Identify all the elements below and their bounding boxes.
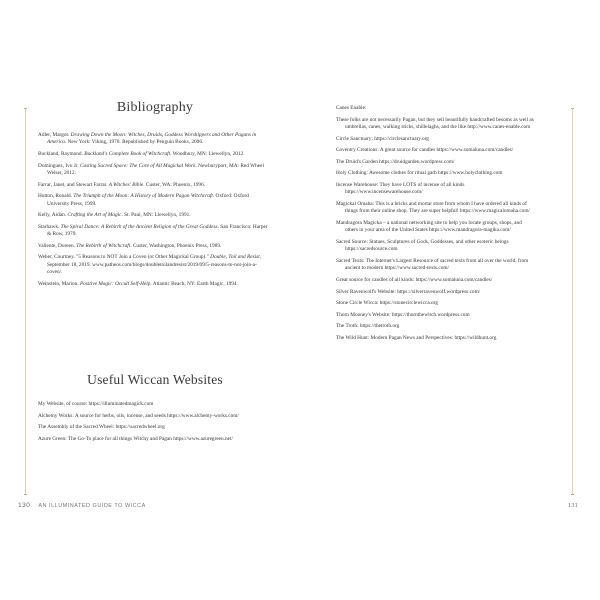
page-number: 130 bbox=[18, 502, 31, 509]
website-entry: My Website, of course: https://illuminatedmagick.com bbox=[38, 401, 154, 407]
website-entry: Alchemy Works: A source for herbs, oils, incense, and seeds https://www.alchemy-works.com/ bbox=[38, 412, 239, 419]
rule-cap-top bbox=[24, 108, 27, 109]
bibliography-entry: Weinstein, Marion. Positive Magic: Occult Self-Help. Atlantic Beach, NY: Earth Magic, 1994. bbox=[38, 280, 238, 287]
websites-list-continued bbox=[336, 105, 536, 347]
bibliography-entry: Weber, Courtney. "5 Reasons to NOT Join a Coven (or Other Magickal Group)." Double, Toil and Resist, September 18, 2019. www.patheos.com/blogs/doubletoilandresist/2019/09/5-reasons-to-not-join-a-coven/. bbox=[38, 254, 261, 276]
bibliography-entry: Starhawk. The Spiral Dance: A Rebirth of the Ancient Religion of the Great Goddess. San Francisco: Harper & Row, 1979. bbox=[38, 223, 268, 238]
website-entry: Mandragora Magicka – a national networking site to help you locate groups, shops, and others in your area of the United States https://www.mandragora-magika.com/ bbox=[336, 219, 522, 234]
website-entry: The Wild Hunt: Modern Pagan News and Perspectives: https://wildhunt.org bbox=[336, 334, 497, 341]
website-entry: Sacred Texts: The Internet's Largest Resource of sacred texts from all over the world, from ancient to modern https://www.sacred-texts.com/ bbox=[336, 257, 529, 272]
bibliography-list bbox=[38, 132, 270, 292]
right-page bbox=[300, 0, 600, 600]
website-entry: The Druid's Garden https://druidgarden.wordpress.com/ bbox=[336, 158, 455, 165]
website-entry: Magickal Omaha: This is a bricks and mortar store from whom I have ordered all kinds of things from their online shop. They are super helpful! https://www.magicalomaha.com/ bbox=[336, 200, 530, 215]
website-entry: Coventry Creations: A great source for candles https://www.somaluna.com/candles/ bbox=[336, 147, 514, 154]
website-entry: Thorn Mooney's Website: https://thornthewitch.wordpress.com bbox=[336, 311, 470, 318]
bibliography-entry: Dominguez, Ivo Jr. Casting Sacred Space: The Core of All Magickal Work. Newburyport, MA: Red Wheel Weiser, 2012. bbox=[38, 162, 264, 176]
website-entry: Azure Green: The Go-To place for all things Witchy and Pagan https://www.azuregreen.net/ bbox=[38, 435, 233, 442]
websites-heading: Useful Wiccan Websites bbox=[87, 372, 223, 387]
running-title: AN ILLUMINATED GUIDE TO WICCA bbox=[38, 503, 146, 509]
page-margin-rule bbox=[25, 108, 26, 495]
rule-cap-bottom bbox=[571, 494, 574, 495]
websites-list bbox=[38, 401, 270, 447]
page-footer bbox=[18, 502, 146, 509]
bibliography-entry: Farrar, Janet, and Stewart Farrar. A Witches' Bible. Custer, WA: Phoenix, 1996. bbox=[38, 181, 206, 188]
website-entry: Great source for candles of all kinds: https://www.somaluna.com/candles/ bbox=[336, 276, 493, 283]
page-margin-rule bbox=[572, 108, 573, 495]
website-entry: These folks are not necessarily Pagan, but they sell beautifully handcrafted besoms as well as umbrellas, canes, walking sticks, shillelaghs, and the like http://www.canes-enable.com bbox=[336, 116, 534, 130]
website-entry: Canes Enable: bbox=[336, 105, 367, 111]
website-entry: Incense Warehouse: They have LOTS of incense of all kinds https://www.incensewarehouse.com/ bbox=[336, 181, 465, 196]
website-entry: Silver Ravenwolf's Website: https://silverravenwolf.wordpress.com/ bbox=[336, 288, 481, 295]
website-entry: Stone Circle Wicca: https://stonecirclewicca.org bbox=[336, 300, 438, 307]
website-entry: Circle Sanctuary: https://circlesanctuary.org bbox=[336, 135, 429, 142]
bibliography-entry: Buckland, Raymond. Buckland's Complete Book of Witchcraft. Woodbury, MN: Llewellyn, 2012. bbox=[38, 151, 245, 157]
bibliography-entry: Hutton, Ronald. The Triumph of the Moon: A History of Modern Pagan Witchcraft. Oxford: Oxford University Press, 1999. bbox=[38, 193, 249, 207]
website-entry: The Assembly of the Sacred Wheel: https://sacredwheel.org bbox=[38, 424, 165, 431]
website-entry: Sacred Source: Statues, Sculptures of Gods, Goddesses, and other esoteric beings https://sacredsource.com bbox=[336, 238, 509, 253]
bibliography-entry: Adler, Margot. Drawing Down the Moon: Witches, Druids, Goddess Worshippers and Other Pagans in America. New York: Viking, 1970. Republished by Penguin Books, 2006. bbox=[38, 132, 257, 146]
website-entry: Holy Clothing: Awesome clothes for ritual garb https://www.holyclothing.com bbox=[336, 170, 503, 177]
bibliography-heading: Bibliography bbox=[116, 100, 194, 115]
rule-cap-top bbox=[571, 108, 574, 109]
website-entry: The Troth: https://thetroth.org bbox=[336, 323, 400, 330]
rule-cap-bottom bbox=[24, 494, 27, 495]
bibliography-entry: Valiente, Doreen. The Rebirth of Witchcraft. Custer, Washington, Phoenix Press, 1989. bbox=[38, 242, 222, 249]
bibliography-entry: Kelly, Aidan. Crafting the Art of Magic. St. Paul, MN: Llewellyn, 1991. bbox=[38, 212, 191, 219]
page-number: 131 bbox=[568, 502, 578, 509]
